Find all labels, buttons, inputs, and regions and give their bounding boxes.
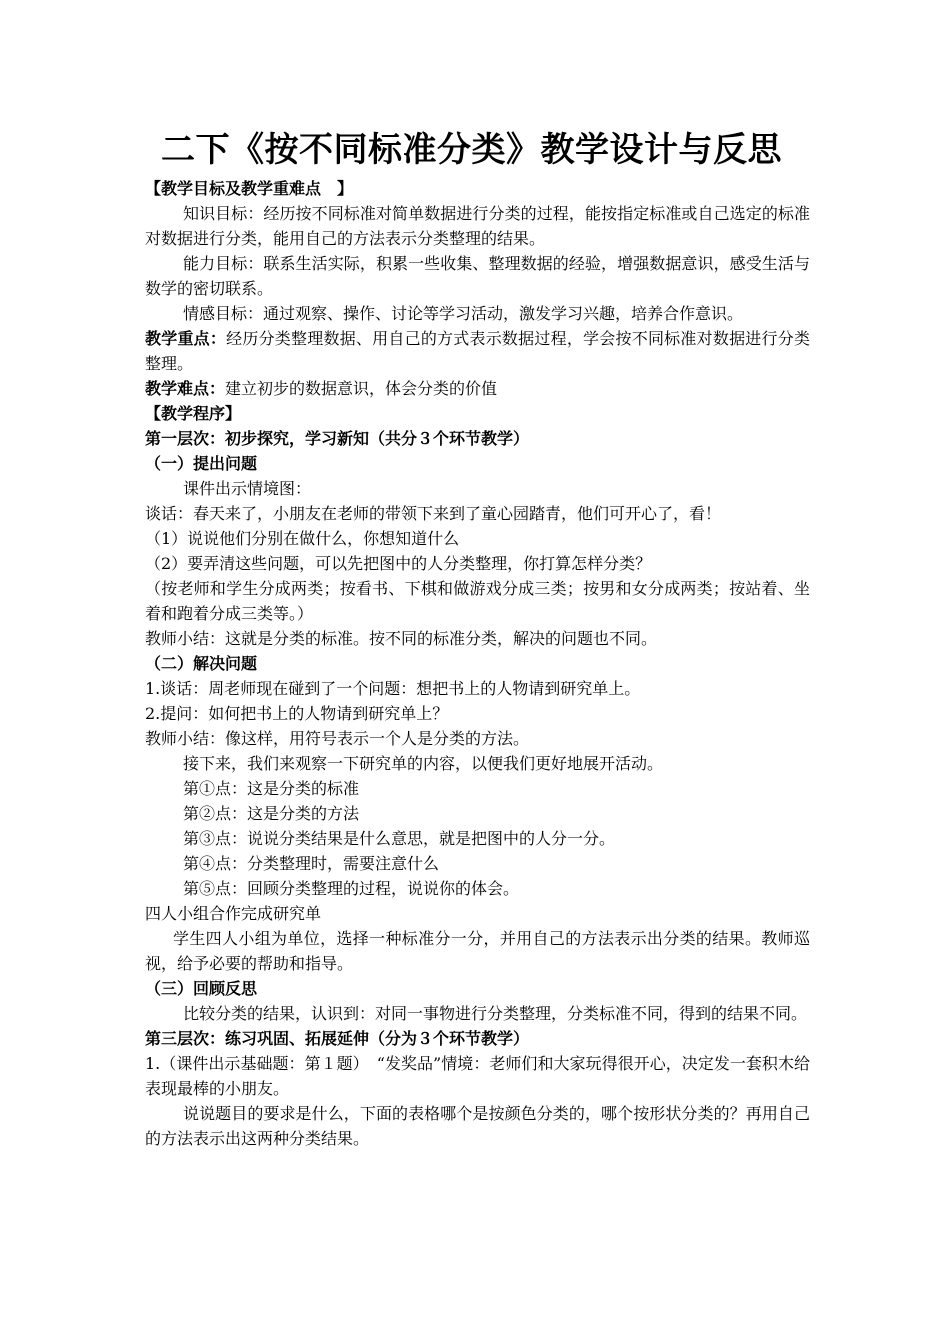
paragraph-teacher-summary-2: 教师小结：像这样，用符号表示一个人是分类的方法。 [145,729,530,748]
paragraph-exercise-requirement: 说说题目的要求是什么，下面的表格哪个是按颜色分类的，哪个按形状分类的？再用自己的方法表示出这两种分类结果。 [145,1104,810,1148]
paragraph-group-work: 四人小组合作完成研究单 [145,904,322,923]
list-item-point-1: 第①点：这是分类的标准 [183,779,360,798]
list-item-point-4: 第④点：分类整理时，需要注意什么 [183,854,440,873]
difficulty-text: 建立初步的数据意识，体会分类的价值 [225,379,498,398]
paragraph-ask: 2.提问：如何把书上的人物请到研究单上？ [145,704,449,723]
paragraph-question-2: （2）要弄清这些问题，可以先把图中的人分类整理，你打算怎样分类？ [145,554,652,573]
paragraph-group-activity: 学生四人小组为单位，选择一种标准分一分，并用自己的方法表示出分类的结果。教师巡视，给予必要的帮助和指导。 [145,929,810,973]
paragraph-teacher-summary-1: 教师小结：这就是分类的标准。按不同的标准分类，解决的问题也不同。 [145,629,658,648]
paragraph-exercise-1: 1.（课件出示基础题：第１题） “发奖品”情境：老师们和大家玩得很开心，决定发一套积木给表现最棒的小朋友。 [145,1054,810,1098]
paragraph-compare-results: 比较分类的结果，认识到：对同一事物进行分类整理，分类标准不同，得到的结果不同。 [183,1004,808,1023]
key-point-label: 教学重点： [145,329,227,348]
paragraph-ability-goal: 能力目标：联系生活实际，积累一些收集、整理数据的经验，增强数据意识，感受生活与数学的密切联系。 [145,254,810,298]
paragraph-emotion-goal: 情感目标：通过观察、操作、讨论等学习活动，激发学习兴趣，培养合作意识。 [183,304,744,323]
paragraph-talk-2: 1.谈话：周老师现在碰到了一个问题：想把书上的人物请到研究单上。 [145,679,641,698]
section-heading-goals: 【教学目标及教学重难点 】 [145,179,354,198]
paragraph-talk: 谈话：春天来了，小朋友在老师的带领下来到了童心园踏青，他们可开心了，看！ [145,504,722,523]
paragraph-knowledge-goal: 知识目标：经历按不同标准对简单数据进行分类的过程，能按指定标准或自己选定的标准对数据进行分类，能用自己的方法表示分类整理的结果。 [145,204,810,248]
list-item-point-5: 第⑤点：回顾分类整理的过程，说说你的体会。 [183,879,520,898]
level-one-heading: 第一层次：初步探究，学习新知（共分３个环节教学） [145,429,530,448]
level-three-heading: 第三层次：练习巩固、拓展延伸（分为３个环节教学） [145,1029,530,1048]
difficulty-label: 教学难点： [145,379,226,398]
paragraph-key-point [145,326,810,376]
paragraph-courseware: 课件出示情境图： [183,479,312,498]
part-one-heading: （一）提出问题 [145,454,258,473]
paragraph-observe: 接下来，我们来观察一下研究单的内容，以便我们更好地展开活动。 [183,754,664,773]
document-body [145,128,810,1151]
document-title: 二下《按不同标准分类》教学设计与反思 [161,130,782,170]
paragraph-question-1: （1）说说他们分别在做什么，你想知道什么 [145,529,460,548]
part-two-heading: （二）解决问题 [145,654,258,673]
paragraph-classification-options: （按老师和学生分成两类；按看书、下棋和做游戏分成三类；按男和女分成两类；按站着、坐着和跑着分成三类等。） [145,579,810,623]
list-item-point-2: 第②点：这是分类的方法 [183,804,360,823]
part-three-heading: （三）回顾反思 [145,979,258,998]
list-item-point-3: 第③点：说说分类结果是什么意思，就是把图中的人分一分。 [183,829,616,848]
key-point-text: 经历分类整理数据、用自己的方式表示数据过程，学会按不同标准对数据进行分类整理。 [145,329,810,373]
paragraph-difficulty [145,376,810,401]
section-heading-procedure: 【教学程序】 [145,404,242,423]
